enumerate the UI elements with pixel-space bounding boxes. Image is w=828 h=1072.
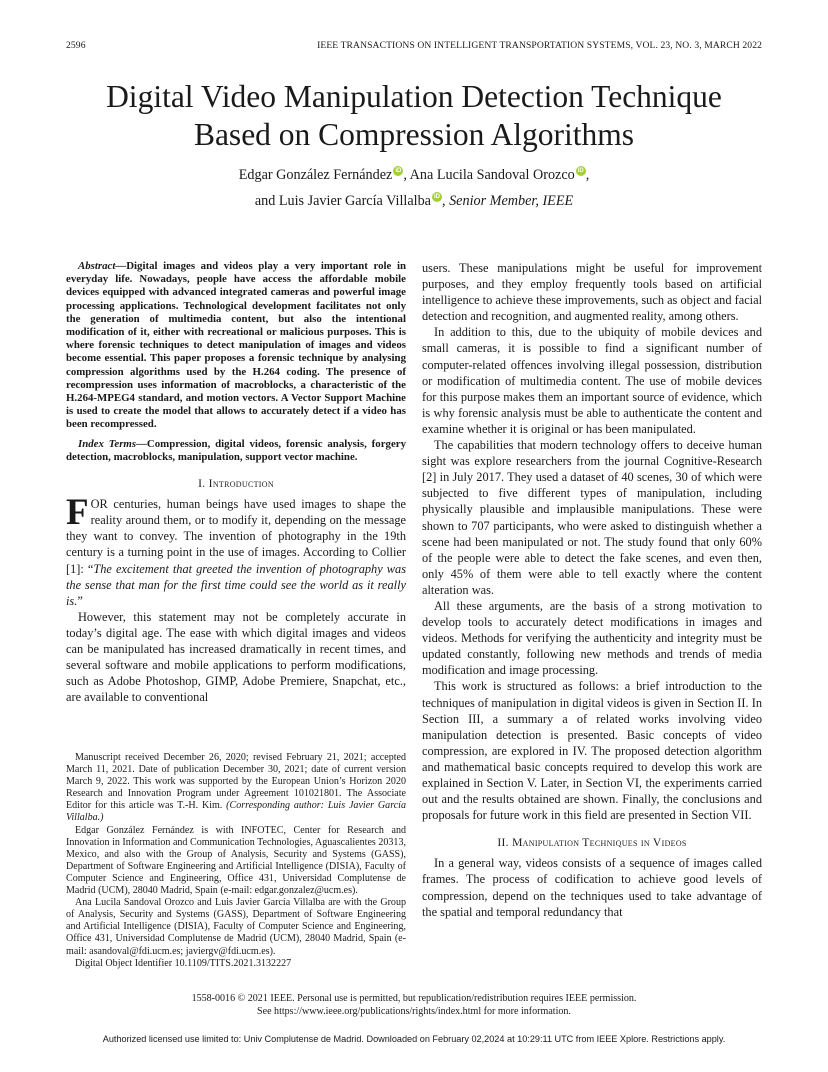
intro-p1-text: OR centuries, human beings have used images to shape the reality around them, or to modify it, depending on the message they want to convey. The invention of photography in the 19th century is a turning point in the use of images. According to Collier [1]: “: [66, 497, 406, 576]
right-paragraph-2: In addition to this, due to the ubiquity of mobile devices and small cameras, it is possible to find a significant number of computer-related offences involving illegal possession, distribution or modification of multimedia content. The use of mobile devices for this purpose makes them an important source of evidence, which is why forensic analysis must be able to authenticate the content and examine whether it is original or has been manipulated.: [422, 325, 762, 436]
author-3-title: Senior Member, IEEE: [449, 193, 574, 209]
right-paragraph-6: In a general way, videos consists of a sequence of images called frames. The process of codification to achieve good levels of compression, depend on the techniques used to take advantage of the spatial and temporal redundancy that: [422, 856, 762, 919]
right-column: [422, 260, 762, 920]
orcid-icon[interactable]: iD: [433, 194, 440, 200]
collier-quote: The excitement that greeted the invention of photography was the sense that man for the first time could see the world as it really is.: [66, 561, 407, 608]
corresponding-author: (Corresponding author: Luis Javier García Villalba.): [66, 800, 407, 824]
intro-paragraph-1: [66, 492, 407, 609]
right-paragraph-3: The capabilities that modern technology offers to deceive human sight was explore researchers from the journal Cognitive-Research [2] in July 2017. They used a dataset of 40 scenes, 30 of which were subjected to five different types of manipulation, including physically plausible and implausible manipulations. These were shown to 707 participants, who were asked to distinguish whether a scene had been manipulated or not. The study found that only 60% of the people were able to detect the fake scenes, and even then, only 45% of them were able to tell exactly where the content alteration was.: [422, 438, 762, 597]
section-2-title: Manipulation Techniques in Videos: [512, 836, 687, 850]
title-line-2: Based on Compression Algorithms: [193, 117, 635, 152]
drop-cap: F: [66, 492, 89, 534]
section-1-numeral: I.: [198, 477, 206, 491]
section-2-numeral: II.: [497, 836, 509, 850]
left-column: [66, 260, 406, 705]
footnote-1-text: Manuscript received December 26, 2020; revised February 21, 2021; accepted March 11, 2021. Date of publication December 30, 2021; date of current version March 9, 2022. This work was supported by the European Union’s Horizon 2020 Research and Innovation Program under Agreement 101021801. The Associate Editor for this article was T.-H. Kim.: [66, 752, 406, 812]
section-1-title: Introduction: [208, 477, 274, 491]
copyright-line-1: 1558-0016 © 2021 IEEE. Personal use is permitted, but republication/redistribution requires IEEE permission.: [191, 993, 637, 1004]
abstract: [66, 260, 406, 432]
orcid-icon[interactable]: iD: [577, 168, 584, 174]
orcid-icon[interactable]: iD: [395, 168, 402, 174]
right-paragraph-4: All these arguments, are the basis of a strong motivation to develop tools to accurately detect modifications in images and videos. Methods for verifying the authenticity and integrity must be updated constantly, following new methods and trends of media modification and image processing.: [422, 598, 762, 678]
author-1: Edgar González Fernández: [238, 167, 393, 183]
page-number: 2596: [66, 40, 86, 51]
author-block: Edgar González Fernández iD , Ana Lucila Sandoval Orozco iD , and Luis Javier García Villalba iD , Senior Member, IEEE: [238, 167, 590, 209]
index-terms-label: Index Terms—: [78, 437, 147, 450]
quote-close: ”: [77, 593, 83, 608]
author-2: Ana Lucila Sandoval Orozco: [409, 167, 575, 183]
authorized-use-notice: Authorized licensed use limited to: Univ Complutense de Madrid. Downloaded on February 02,2024 at 10:29:11 UTC from IEEE Xplore. Restrictions apply.: [102, 1034, 726, 1044]
copyright-notice: [60, 993, 768, 1018]
right-paragraph-1: users. These manipulations might be useful for improvement purposes, and they employ frequently tools based on artificial intelligence to achieve these improvements, such as object and facial detection and recognition, and augmented reality, among others.: [422, 261, 763, 324]
title-line-1: Digital Video Manipulation Detection Technique: [106, 79, 722, 114]
copyright-line-2: See https://www.ieee.org/publications/rights/index.html for more information.: [257, 1005, 571, 1017]
footnotes: [66, 752, 406, 970]
index-terms-text: Compression, digital videos, forensic analysis, forgery detection, macroblocks, manipulation, support vector machine.: [66, 437, 406, 463]
author-3: and Luis Javier García Villalba: [254, 193, 431, 209]
paper-title: [60, 78, 768, 154]
journal-header: IEEE TRANSACTIONS ON INTELLIGENT TRANSPORTATION SYSTEMS, VOL. 23, NO. 3, MARCH 2022: [317, 40, 762, 51]
footnote-doi: Digital Object Identifier 10.1109/TITS.2021.3132227: [75, 957, 292, 969]
abstract-label: Abstract—: [78, 260, 127, 272]
footnote-affiliation-1: Edgar González Fernández is with INFOTEC, Center for Research and Innovation in Information and Communication Technologies, Aguascalientes 20313, Mexico, and also with the Group of Analysis, Security and Systems (GASS), Department of Software Engineering and Artificial Intelligence (DISIA), Faculty of Computer Science and Engineering, Office 431, Universidad Complutense de Madrid (UCM), 28040 Madrid, Spain (e-mail: edgar.gonzalez@ucm.es).: [66, 824, 406, 897]
footnote-affiliation-2: Ana Lucila Sandoval Orozco and Luis Javier García Villalba are with the Group of Analysis, Security and Systems (GASS), Department of Software Engineering and Artificial Intelligence (DISIA), Faculty of Computer Science and Engineering, Office 431, Universidad Complutense de Madrid (UCM), 28040 Madrid, Spain (e-mail: asandoval@fdi.ucm.es; javiergv@fdi.ucm.es).: [66, 897, 406, 957]
index-terms: [66, 438, 406, 464]
abstract-text: Digital images and videos play a very important role in everyday life. Nowadays, people have access the affordable mobile devices equipped with advanced integrated cameras and powerful image processing applications. Technological development facilitates not only the generation of multimedia content, but also the intentional modification of it, either with recreational or malicious purposes. This is where forensic techniques to detect manipulation of images and videos become essential. This paper proposes a forensic technique by analysing compression algorithms used by the H.264 coding. The presence of recompression uses information of macroblocks, a characteristic of the H.264-MPEG4 standard, and motion vectors. A Vector Support Machine is used to create the model that allows to accurately detect if a video has been recompressed.: [66, 260, 406, 431]
right-paragraph-5: This work is structured as follows: a brief introduction to the techniques of manipulation in digital videos is given in Section II. In Section III, a summary a of related works involving video manipulation detection is presented. Basic concepts of video compression, are explored in IV. The proposed detection algorithm and mathematical basic concepts required to develop this work are explained in Section V. Later, in Section VI, the experiments carried out and the results obtained are shown. Finally, the conclusions and proposals for future work in this field are presented in Section VII.: [422, 679, 762, 823]
footnote-manuscript: [66, 752, 406, 825]
section-2-heading: [422, 835, 762, 851]
intro-paragraph-2: However, this statement may not be completely accurate in today’s digital age. The ease with which digital images and videos can be manipulated has increased dramatically in recent times, and several software and mobile applications to perform modifications, such as Adobe Photoshop, GIMP, Adobe Premiere, Snapchat, etc., are available to conventional: [66, 609, 406, 705]
section-1-heading: [66, 476, 406, 492]
